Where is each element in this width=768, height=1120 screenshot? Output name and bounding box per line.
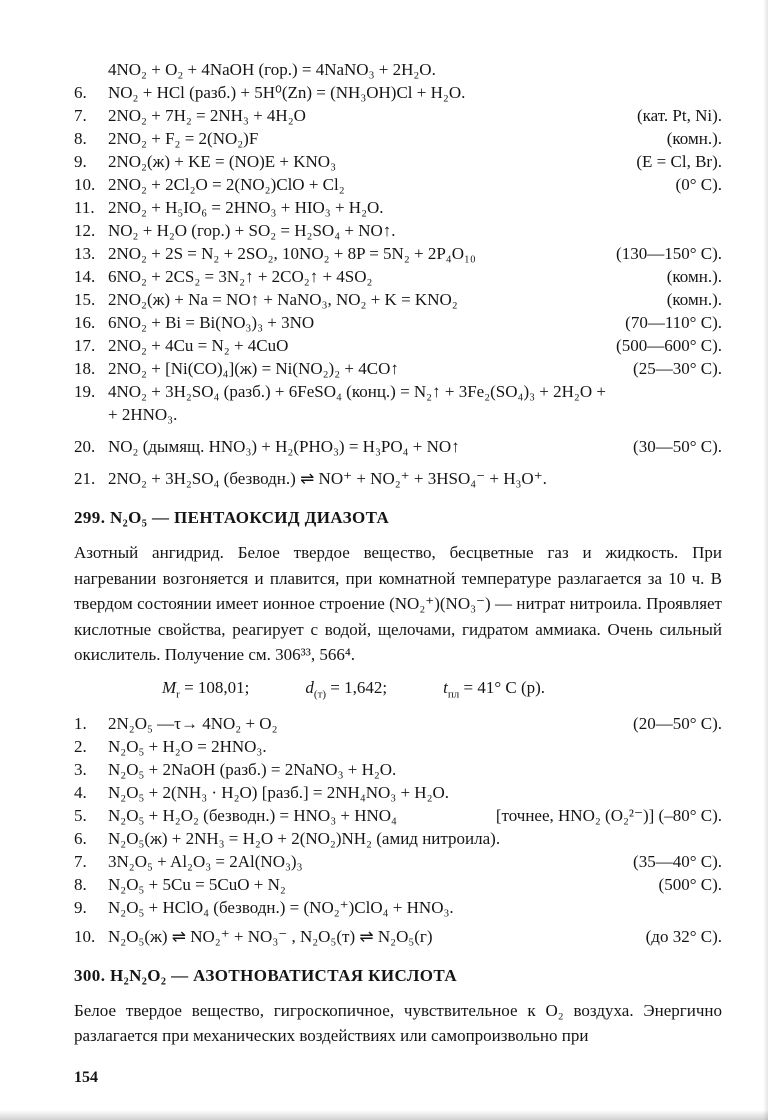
equation-number: 9. [74,152,87,171]
density-subscript: (т) [313,687,327,700]
equation-number: 6. [74,83,87,102]
equation-number: 2. [74,736,87,756]
page-number: 154 [74,1068,98,1086]
scan-edge-right [763,0,768,1120]
equation-row [74,467,722,490]
equation-body: 2NO₂(ж) + Na = NO↑ + NaNO₃, NO₂ + K = KNO₂ [108,290,458,309]
equation-number: 7. [74,106,87,125]
equation-row [74,925,722,948]
equation-number: 8. [74,129,87,148]
equation-body: N₂O₅(ж) ⇌ NO₂⁺ + NO₃⁻ , N₂O₅(т) ⇌ N₂O₅(г) [108,926,433,946]
equation-number: 21. [74,469,96,488]
equation-body: 2NO₂(ж) + KE = (NO)E + KNO₃ [108,152,336,171]
equation-body: N₂O₅ + HClO₄ (безводн.) = (NO₂⁺)ClO₄ + HNO₃. [108,897,454,917]
equation-body: N₂O₅ + H₂O = 2HNO₃. [108,736,267,756]
equation-body: 3N₂O₅ + Al₂O₃ = 2Al(NO₃)₃ [108,851,303,871]
equation-number: 7. [74,851,87,871]
physical-properties-line [74,676,722,700]
equation-number: 8. [74,874,87,894]
equation-body: NO₂ + H₂O (гор.) + SO₂ = H₂SO₄ + NO↑. [108,221,396,240]
equation-note: (E = Cl, Br). [636,152,722,171]
scan-edge-bottom [0,1110,768,1120]
equation-row [74,311,722,334]
equation-note: [точнее, HNO₂ (O₂²⁻)] (–80° C). [495,805,722,825]
equation-number: 15. [74,290,96,309]
equation-note: (комн.). [666,290,722,309]
equation-note: (25—30° C). [633,359,722,378]
equation-body: 6NO₂ + Bi = Bi(NO₃)₃ + 3NO [108,313,315,332]
equation-row [74,850,722,873]
equation-number: 20. [74,437,96,456]
equation-row [74,127,722,150]
equation-number: 10. [74,926,96,946]
molar-mass-symbol: M [162,677,177,697]
equation-list-299 [74,712,722,948]
equation-row [74,827,722,850]
equation-row [74,403,722,426]
equation-number: 11. [74,198,95,217]
equation-body: N₂O₅ + 2(NH₃ · H₂O) [разб.] = 2NH₄NO₃ + H₂O. [108,782,450,802]
equation-number: 10. [74,175,96,194]
molar-mass-subscript: r [176,687,180,700]
equation-note: (комн.). [666,267,722,286]
equation-body: N₂O₅ + H₂O₂ (безводн.) = HNO₃ + HNO₄ [108,805,397,825]
equation-row [74,150,722,173]
equation-body: 2NO₂ + 4Cu = N₂ + 4CuO [108,336,289,355]
equation-note: (до 32° C). [645,926,722,946]
equation-row [74,219,722,242]
equation-note: (0° C). [675,175,722,194]
equation-body: N₂O₅ + 5Cu = 5CuO + N₂ [108,874,286,894]
equation-number: 3. [74,759,87,779]
equation-note: (70—110° C). [625,313,722,332]
equation-number: 14. [74,267,96,286]
density [305,676,387,700]
equation-row [74,758,722,781]
equation-body: + 2HNO₃. [108,405,178,424]
equation-row [74,242,722,265]
equation-number: 19. [74,382,96,401]
equation-number: 5. [74,805,87,825]
equation-row [74,357,722,380]
equation-number: 17. [74,336,96,355]
melting-point-value: = 41° C (р). [459,677,546,697]
equation-body: N₂O₅ + 2NaOH (разб.) = 2NaNO₃ + H₂O. [108,759,397,779]
section-300-description: Белое твердое вещество, гигроскопичное, чувствительное к O₂ воздуха. Энергично разлагается при механических воздействиях или самопроизвольно при [74,1000,722,1045]
equation-body: 2NO₂ + 2S = N₂ + 2SO₂, 10NO₂ + 8P = 5N₂ + 2P₄O₁₀ [108,244,476,263]
equation-body: N₂O₅(ж) + 2NH₃ = H₂O + 2(NO₂)NH₂ (амид нитроила). [108,828,501,848]
melting-point [443,676,545,700]
equation-body: 2NO₂ + 3H₂SO₄ (безводн.) ⇌ NO⁺ + NO₂⁺ + 3HSO₄⁻ + H₃O⁺. [108,469,547,488]
equation-body: 6NO₂ + 2CS₂ = 3N₂↑ + 2CO₂↑ + 4SO₂ [108,267,373,286]
equation-number: 18. [74,359,96,378]
equation-row [74,334,722,357]
equation-number: 16. [74,313,96,332]
equation-row [74,896,722,919]
melting-point-symbol: t [443,677,448,697]
equation-body: 4NO₂ + 3H₂SO₄ (разб.) + 6FeSO₄ (конц.) = N₂↑ + 3Fe₂(SO₄)₃ + 2H₂O + [108,382,606,401]
equation-note: (500—600° C). [616,336,722,355]
equation-body: 2NO₂ + F₂ = 2(NO₂)F [108,129,259,148]
equation-number: 1. [74,713,87,733]
molar-mass-value: = 108,01; [179,677,250,697]
equation-list-298 [74,58,722,490]
equation-row [74,58,722,81]
equation-row [74,435,722,458]
equation-note: (кат. Pt, Ni). [636,106,722,125]
equation-body: 4NO₂ + O₂ + 4NaOH (гор.) = 4NaNO₃ + 2H₂O. [108,60,436,79]
equation-row [74,804,722,827]
equation-note: (130—150° C). [616,244,722,263]
equation-note: (500° C). [658,874,722,894]
molar-mass [162,676,249,700]
equation-note: (30—50° C). [633,437,722,456]
equation-row [74,873,722,896]
equation-body: 2NO₂ + 2Cl₂O = 2(NO₂)ClO + Cl₂ [108,175,345,194]
equation-row [74,735,722,758]
equation-row [74,173,722,196]
melting-point-subscript: пл [447,687,460,700]
equation-number: 6. [74,828,87,848]
section-299-heading: 299. N₂O₅ — ПЕНТАОКСИД ДИАЗОТА [74,508,390,527]
section-300-heading: 300. H₂N₂O₂ — АЗОТНОВАТИСТАЯ КИСЛОТА [74,965,457,985]
equation-row [74,288,722,311]
equation-body: NO₂ + HCl (разб.) + 5H⁰(Zn) = (NH₃OH)Cl + H₂O. [108,83,466,102]
equation-body: NO₂ (дымящ. HNO₃) + H₂(PHO₃) = H₃PO₄ + NO↑ [108,437,460,456]
density-symbol: d [305,677,314,697]
equation-row [74,712,722,735]
equation-row [74,81,722,104]
equation-number: 9. [74,897,87,917]
equation-note: (20—50° C). [633,713,722,733]
equation-row [74,265,722,288]
equation-row [74,380,722,403]
equation-body: 2NO₂ + 7H₂ = 2NH₃ + 4H₂O [108,106,306,125]
equation-body: 2NO₂ + [Ni(CO)₄](ж) = Ni(NO₂)₂ + 4CO↑ [108,359,399,378]
section-299-description: Азотный ангидрид. Белое твердое вещество, бесцветные газ и жидкость. При нагревании возгоняется и плавится, при комнатной температуре разлагается за 10 ч. В твердом состоянии имеет ионное строение (NO₂⁺)(NO₃⁻) — нитрат нитроила. Проявляет кислотные свойства, реагирует с водой, щелочами, гидратом аммиака. Очень сильный окислитель. Получение см. 306³³, 566⁴. [74,543,722,664]
equation-number: 4. [74,782,87,802]
equation-row [74,781,722,804]
equation-note: (35—40° C). [633,851,722,871]
equation-number: 13. [74,244,96,263]
equation-row [74,196,722,219]
equation-number: 12. [74,221,96,240]
equation-body: 2N₂O₅ —τ→ 4NO₂ + O₂ [108,713,278,733]
density-value: = 1,642; [326,677,388,697]
equation-row [74,104,722,127]
equation-note: (комн.). [666,129,722,148]
equation-body: 2NO₂ + H₅IO₆ = 2HNO₃ + HIO₃ + H₂O. [108,198,384,217]
